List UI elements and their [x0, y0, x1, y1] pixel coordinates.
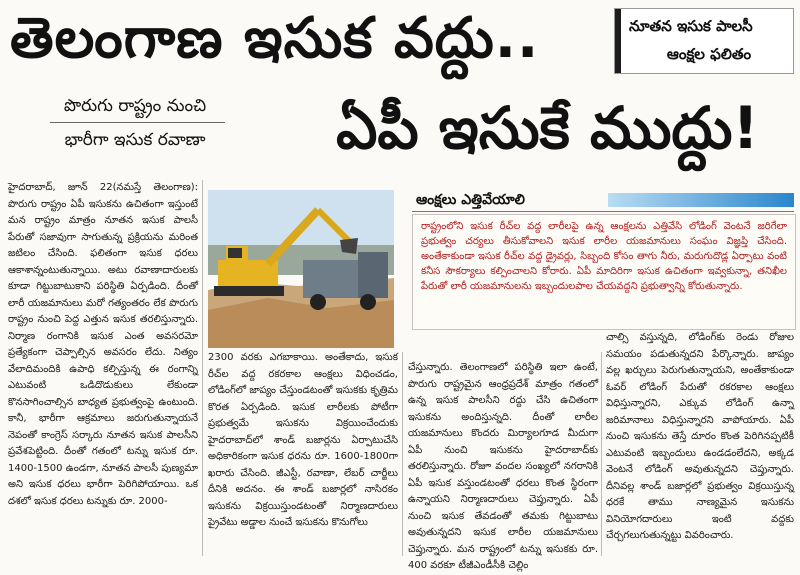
- side-box-accent-bar: [615, 9, 621, 73]
- main-headline: తెలంగాణ ఇసుక వద్దు..: [10, 6, 540, 71]
- article-column-3-text: చేస్తున్నారు. తెలంగాణలో పరిస్థితి ఇలా ఉంటే, పొరుగు రాష్ట్రమైన ఆంధ్రప్రదేశ్ మాత్రం గతంలో ఉన్న ఇసుక పాలసీని రద్దు చేసి ఉచితంగా ఇసుకను అందిస్తున్నది. దీంతో లారీల యజమానులు కొందరు మిర్యాలగూడ మీదుగా ఏపీ నుంచి ఇసుకను హైదరాబాద్‌కు తరలిస్తున్నారు. రోజూ వందల సంఖ్యలో నగరానికి ఏపీ ఇసుక వస్తుండటంతో ధరలు కొంత స్థిరంగా ఉన్నాయని నిర్మాణదారులు చెప్తున్నారు. ఏపీ నుంచి ఇసుక తేవడంతో తమకు గిట్టుబాటు అవుతున్నదని ఇసుక లారీల యజమానులు చెప్తున్నారు. మన రాష్ట్రంలో టన్ను ఇసుకకు రూ. 400 వరకూ టీజీఎండీసీకి చెల్లిం: [408, 362, 598, 571]
- subheadline: [40, 92, 240, 156]
- excavator-illustration: [208, 190, 394, 348]
- article-column-4-text: చాల్సి వస్తున్నది, లోడింగ్‌కు రెండు రోజుల సమయం పడుతున్నదని పేర్కొన్నారు. జాప్యం వల్ల ఖర్చులు పెరుగుతున్నాయని, అంతేకాకుండా ఓవర్ లోడింగ్ పేరుతో రకరకాల ఆంక్షలు విధిస్తున్నారని, ఎక్కువ లోడింగ్ ఉన్నా జరిమానాలు విధిస్తున్నారని వాపోయారు. ఏపీ నుంచి ఇసుకను తెస్తే దూరం కొంత పెరిగినప్పటికీ ఎటువంటి ఇబ్బందులు ఉండడంలేదని, అక్కడ వెంటనే లోడింగ్ అవుతున్నదని చెప్తున్నారు. దీనివల్ల శాండ్ బజార్లలో ప్రభుత్వం విక్రయిస్తున్న ధరకే తాము నాణ్యమైన ఇసుకను వినియోగదారులు ఇంటి వద్దకు చేర్చగలుగుతున్నట్టు వివరించారు.: [606, 332, 794, 541]
- highlight-text: రాష్ట్రంలోని ఇసుక రీచ్‌ల వద్ద లారీలపై ఉన్న ఆంక్షలను ఎత్తివేసి లోడింగ్ వెంటనే జరిగేలా ప్రభుత్వం చర్యలు తీసుకోవాలని ఇసుక లారీల యజమానులు సంఘం విజ్ఞప్తి చేసింది. అంతేకాకుండా ఇసుక రీచ్‌ల వద్ద డ్రైవర్లు, సిబ్బంది కోసం తాగు నీరు, మరుగుదొడ్ల ఏర్పాటు వంటి కనీస సౌకర్యాలు కల్పించాలని కోరారు. ఏపీ మాదిరిగా ఇసుక ఉచితంగా ఇవ్వకున్నా, తనిఖీల పేరుతో లారీ యజమానులను ఇబ్బందులపాల చేయవద్దని ప్రభుత్వాన్ని కోరుతున్నారు.: [421, 221, 787, 292]
- subheadline-line2: భారీగా ఇసుక రవాణా: [64, 130, 206, 150]
- news-photo-excavator: [208, 190, 394, 348]
- side-headline-box: [614, 8, 794, 74]
- highlight-box: [412, 214, 796, 330]
- column-divider: [601, 352, 602, 556]
- column-divider: [402, 352, 403, 556]
- column-divider: [202, 180, 203, 556]
- subheadline-divider: [50, 122, 225, 123]
- article-column-1-text: హైదరాబాద్, జూన్ 22(నమస్తే తెలంగాణ): పొరుగు రాష్ట్రం ఏపీ ఇసుకను ఉచితంగా ఇస్తుంటే మన రాష్ట్రం మాత్రం నూతన ఇసుక పాలసీ పేరుతో సజావుగా సాగుతున్న ప్రక్రియను మరింత జటిలం చేసింది. ఫలితంగా ఇసుక ధరలు ఆకాశాన్నంటుతున్నాయి. అటు రవాణాదారులకు కూడా గిట్టుబాటుకాని పరిస్థితి ఏర్పడింది. దీంతో లారీ యజమానులు మరో గత్యంతరం లేక పొరుగు రాష్ట్రం నుంచి పెద్ద ఎత్తున ఇసుక తరలిస్తున్నారు. నిర్మాణ రంగానికి ఇసుక ఎంత అవసరమో ప్రత్యేకంగా చెప్పాల్సిన అవసరం లేదు. నిత్యం వేలాదిమందికి ఉపాధి కల్పిస్తున్న ఈ రంగాన్ని ఎటువంటి ఒడిదొడుకులు లేకుండా కొనసాగించాల్సిన బాధ్యత ప్రభుత్వంపై ఉంటుంది. కానీ, భారీగా ఆక్రమాలు జరుగుతున్నాయనే నెపంతో కాంగ్రెస్ సర్కారు నూతన ఇసుక పాలసీని ప్రవేశపెట్టింది. దీంతో గతంలో టన్ను ఇసుక రూ. 1400-1500 ఉండగా, నూతన పాలసీ పుణ్యమా అని ఇసుక ధరలు భారీగా పెరిగిపోయాయి. ఒక దశలో ఇసుక ధరలు టన్నుకు రూ. 2000-: [8, 182, 198, 507]
- article-column-3: [408, 360, 598, 571]
- secondary-headline: ఏపీ ఇసుకే ముద్దు!: [336, 94, 759, 162]
- section-header: [412, 188, 794, 212]
- section-color-band: [608, 193, 794, 207]
- article-column-2-text: 2300 వరకు ఎగబాకాయి. అంతేకాదు, ఇసుక రీచ్‌ల వద్ద రకరకాల ఆంక్షలు విధించడం, లోడింగ్‌లో జాప్యం చేస్తుండటంతో ఇసుకకు కృత్రిమ కొరత ఏర్పడింది. ఇసుక లారీలకు పోటీగా ప్రభుత్వమే ఇసుకను విక్రయించేందుకు హైదరాబాద్‌లో శాండ్ బజార్లను ఏర్పాటుచేసి అధికారికంగా ఇసుక ధరను రూ. 1600-1800గా ఖరారు చేసింది. జీఎస్టీ, రవాణా, లేబర్ చార్జీలు దీనికి అదనం. ఈ శాండ్ బజార్లలో నాసిరకం ఇసుకను విక్రయిస్తుండటంతో నిర్మాణదారులు ప్రైవేటు అడ్డాల నుంచే ఇసుకను కొనుగోలు: [208, 352, 398, 528]
- section-label: ఆంక్షలు ఎత్తివేయాలి: [416, 192, 525, 208]
- section-rule: [412, 211, 794, 212]
- article-column-1: [8, 180, 198, 560]
- subheadline-line1: పొరుగు రాష్ట్రం నుంచి: [63, 96, 207, 116]
- side-box-line2: ఆంక్షల ఫలితం: [666, 45, 752, 63]
- side-box-line1: నూతన ఇసుక పాలసీ: [629, 17, 753, 35]
- article-column-4: [606, 330, 794, 560]
- article-column-2: [208, 350, 398, 560]
